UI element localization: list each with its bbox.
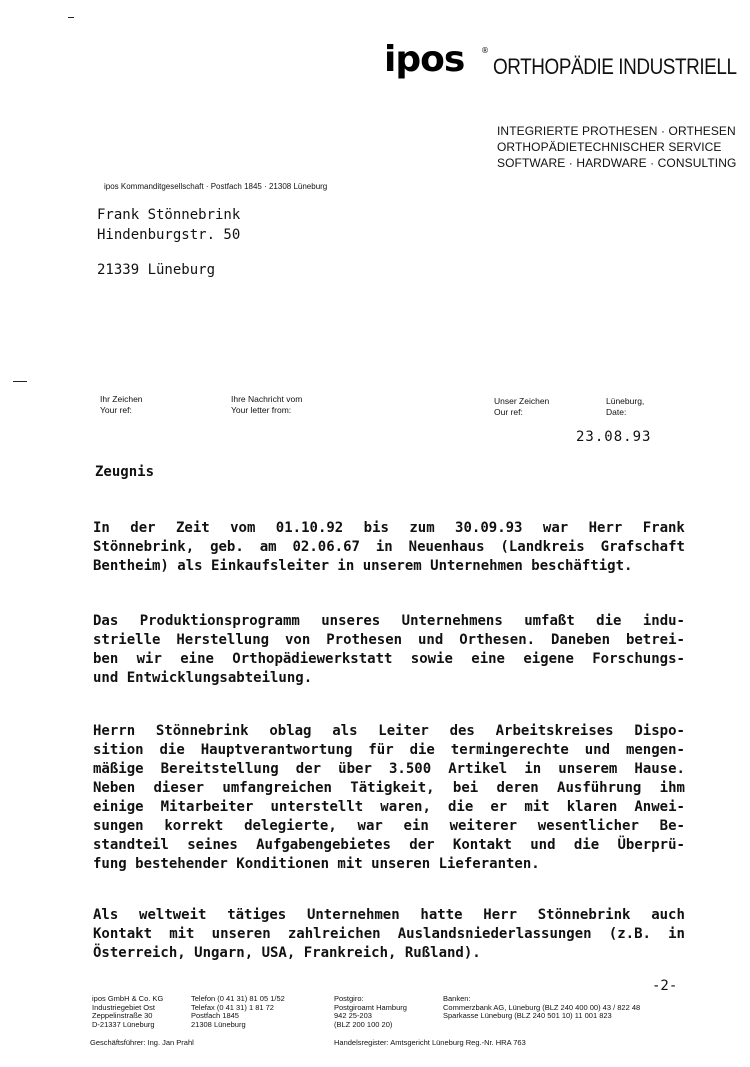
page-number: -2- [652, 978, 678, 994]
paragraph-line: Das Produktionsprogramm unseres Unternehmens umfaßt die indu- [93, 613, 685, 629]
paragraph-line: standteil seines Aufgabengebietes der Kontakt und die Überprü- [93, 837, 685, 853]
subject: Zeugnis [95, 464, 155, 480]
paragraph-line: ben wir eine Orthopädiewerkstatt sowie eine eigene Forschungs- [93, 651, 685, 667]
paragraph-line: fung bestehender Konditionen mit unseren Lieferanten. [93, 856, 540, 872]
paragraph-line: Herrn Stönnebrink oblag als Leiter des Arbeitskreises Dispo- [93, 723, 685, 739]
letter-date: 23.08.93 [576, 429, 652, 445]
place-date-label: Lüneburg, Date: [606, 396, 645, 417]
your-letter-label: Ihre Nachricht vom Your letter from: [231, 394, 303, 415]
recipient-street: Hindenburgstr. 50 [97, 227, 241, 243]
paragraph-line: Kontakt mit unseren zahlreichen Auslandsniederlassungen (z.B. in [93, 926, 685, 942]
tagline-2: ORTHOPÄDIETECHNISCHER SERVICE [497, 140, 722, 154]
footer-managing-director: Geschäftsführer: Ing. Jan Prahl [90, 1038, 194, 1047]
paragraph-1 [93, 519, 685, 576]
footer-contact: Telefon (0 41 31) 81 05 1/52 Telefax (0 41 31) 1 81 72 Postfach 1845 21308 Lüneburg [191, 994, 285, 1029]
paragraph-line: Als weltweit tätiges Unternehmen hatte Herr Stönnebrink auch [93, 907, 685, 923]
paragraph-line: Neben dieser umfangreichen Tätigkeit, bei deren Ausführung ihm [93, 780, 685, 796]
footer-address: ipos GmbH & Co. KG Industriegebiet Ost Zeppelinstraße 30 D-21337 Lüneburg [92, 994, 164, 1029]
recipient-name: Frank Stönnebrink [97, 207, 241, 223]
your-ref-label: Ihr Zeichen Your ref: [100, 394, 143, 415]
footer-banks: Banken: Commerzbank AG, Lüneburg (BLZ 240 400 00) 43 / 822 48 Sparkasse Lüneburg (BLZ 240 501 10) 11 001 823 [443, 994, 641, 1020]
paragraph-line: Bentheim) als Einkaufsleiter in unserem Unternehmen beschäftigt. [93, 558, 633, 574]
paragraph-3 [93, 722, 685, 874]
paragraph-line: und Entwicklungsabteilung. [93, 670, 313, 686]
paragraph-line: strielle Herstellung von Prothesen und Orthesen. Daneben betrei- [93, 632, 685, 648]
footer-postgiro: Postgiro: Postgiroamt Hamburg 942 25-203 (BLZ 200 100 20) [334, 994, 407, 1029]
tagline-3: SOFTWARE · HARDWARE · CONSULTING [497, 156, 737, 170]
fold-mark-top [68, 17, 74, 18]
paragraph-2 [93, 612, 685, 688]
paragraph-line: sungen korrekt delegierte, war ein weiterer wesentlicher Be- [93, 818, 685, 834]
sender-line: ipos Kommanditgesellschaft · Postfach 1845 · 21308 Lüneburg [104, 182, 328, 191]
paragraph-line: Stönnebrink, geb. am 02.06.67 in Neuenhaus (Landkreis Grafschaft [93, 539, 685, 555]
company-logo: ipos [384, 39, 465, 80]
recipient-city: 21339 Lüneburg [97, 262, 216, 278]
tagline-1: INTEGRIERTE PROTHESEN · ORTHESEN [497, 124, 736, 138]
our-ref-label: Unser Zeichen Our ref: [494, 396, 550, 417]
paragraph-line: mäßige Bereitstellung der über 3.500 Artikel in unserem Hause. [93, 761, 685, 777]
footer-register: Handelsregister: Amtsgericht Lüneburg Reg.-Nr. HRA 763 [334, 1038, 526, 1047]
fold-mark-middle [13, 381, 27, 382]
registered-mark: ® [481, 46, 489, 55]
paragraph-4 [93, 906, 685, 963]
paragraph-line: In der Zeit vom 01.10.92 bis zum 30.09.93 war Herr Frank [93, 520, 685, 536]
company-title: ORTHOPÄDIE INDUSTRIELL [493, 54, 737, 79]
paragraph-line: einige Mitarbeiter unterstellt waren, die er mit klaren Anwei- [93, 799, 685, 815]
paragraph-line: sition die Hauptverantwortung für die termingerechte und mengen- [93, 742, 685, 758]
paragraph-line: Österreich, Ungarn, USA, Frankreich, Rußland). [93, 945, 481, 961]
